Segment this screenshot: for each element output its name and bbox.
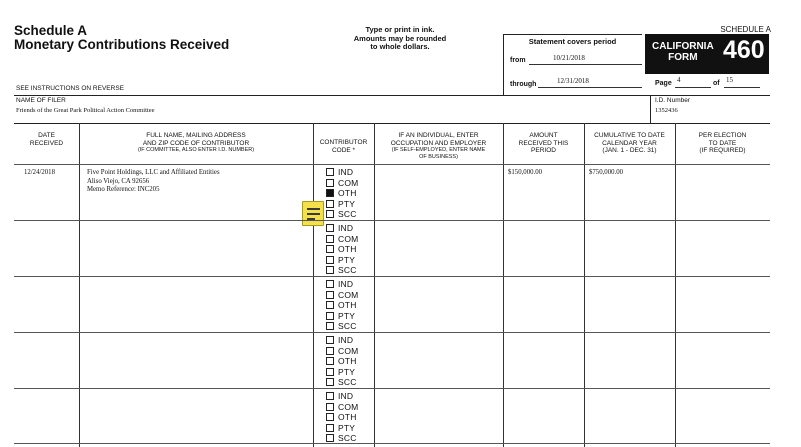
column-divider: [584, 123, 585, 447]
id-number-divider: [650, 95, 651, 123]
schedule-title: Schedule A: [14, 23, 88, 38]
checkbox-oth[interactable]: [326, 301, 334, 309]
header-line: FULL NAME, MAILING ADDRESS: [146, 132, 246, 139]
code-label: PTY: [338, 366, 356, 377]
checkbox-pty[interactable]: [326, 424, 334, 432]
checkbox-scc[interactable]: [326, 210, 334, 218]
column-header-occupation: [374, 132, 503, 160]
of-label: of: [713, 80, 720, 87]
header-bottom-border: [14, 164, 770, 165]
page-total-underline: [724, 87, 760, 88]
checkbox-scc[interactable]: [326, 434, 334, 442]
code-option-oth[interactable]: [326, 300, 371, 311]
row-divider: [14, 443, 770, 444]
code-option-scc[interactable]: [326, 209, 371, 220]
code-label: PTY: [338, 422, 356, 433]
code-label: IND: [338, 167, 354, 178]
code-option-ind[interactable]: [326, 223, 371, 234]
column-header-per-election: [675, 132, 770, 155]
code-label: IND: [338, 335, 354, 346]
filer-name-label: NAME OF FILER: [16, 97, 66, 104]
code-option-com[interactable]: [326, 290, 371, 301]
contributor-line: Five Point Holdings, LLC and Affiliated Entities: [87, 169, 220, 176]
header-line: RECEIVED: [29, 139, 64, 147]
header-line: (IF REQUIRED): [699, 147, 746, 154]
code-label: IND: [338, 391, 354, 402]
checkbox-ind[interactable]: [326, 336, 334, 344]
date-received-field[interactable]: 12/24/2018: [24, 169, 55, 176]
checkbox-ind[interactable]: [326, 224, 334, 232]
row-divider: [14, 220, 770, 221]
instruction-line: Type or print in ink.: [365, 25, 435, 34]
row-divider: [14, 388, 770, 389]
code-label: PTY: [338, 310, 356, 321]
from-label: from: [510, 57, 526, 64]
code-option-scc[interactable]: [326, 265, 371, 276]
code-option-ind[interactable]: [326, 167, 371, 178]
checkbox-pty[interactable]: [326, 312, 334, 320]
code-label: PTY: [338, 254, 356, 265]
header-line: OCCUPATION AND EMPLOYER: [390, 139, 487, 147]
contributor-name-field[interactable]: [87, 169, 220, 195]
checkbox-ind[interactable]: [326, 280, 334, 288]
code-option-pty[interactable]: [326, 367, 371, 378]
through-label: through: [510, 81, 537, 88]
schedule-subtitle: Monetary Contributions Received: [14, 37, 230, 52]
row-divider: [14, 276, 770, 277]
contributor-code-group: [326, 391, 371, 444]
checkbox-com[interactable]: [326, 235, 334, 243]
checkbox-scc[interactable]: [326, 378, 334, 386]
code-label: SCC: [338, 377, 357, 388]
header-line: TO DATE: [708, 139, 737, 147]
code-option-pty[interactable]: [326, 311, 371, 322]
instruction-line: Amounts may be rounded: [353, 33, 447, 43]
ink-instructions: [330, 26, 470, 52]
code-option-com[interactable]: [326, 234, 371, 245]
column-header-cumulative: [584, 132, 675, 155]
cumulative-field[interactable]: $750,000.00: [589, 169, 623, 176]
schedule-corner-label: SCHEDULE A: [720, 25, 771, 34]
code-option-pty[interactable]: [326, 199, 371, 210]
column-header-name: [79, 132, 313, 154]
badge-line: CALIFORNIA: [652, 41, 714, 52]
code-option-scc[interactable]: [326, 433, 371, 444]
see-instructions-note: SEE INSTRUCTIONS ON REVERSE: [16, 85, 124, 92]
amount-field[interactable]: $150,000.00: [508, 169, 542, 176]
checkbox-ind[interactable]: [326, 392, 334, 400]
code-option-scc[interactable]: [326, 321, 371, 332]
code-option-oth[interactable]: [326, 356, 371, 367]
code-label: IND: [338, 223, 354, 234]
page-underline: [675, 87, 711, 88]
code-label: IND: [338, 279, 354, 290]
checkbox-com[interactable]: [326, 291, 334, 299]
checkbox-oth[interactable]: [326, 413, 334, 421]
column-divider: [374, 123, 375, 447]
column-divider: [675, 123, 676, 447]
code-label: COM: [338, 233, 359, 244]
header-line: RECEIVED THIS: [518, 139, 569, 147]
column-divider: [79, 123, 80, 447]
contributor-code-group: [326, 279, 371, 332]
column-divider: [313, 123, 314, 447]
id-number-label: I.D. Number: [655, 97, 691, 104]
code-option-com[interactable]: [326, 178, 371, 189]
code-label: SCC: [338, 321, 357, 332]
header-line: PERIOD: [531, 147, 556, 154]
code-option-ind[interactable]: [326, 279, 371, 290]
contributor-line: Aliso Viejo, CA 92656: [87, 177, 150, 185]
id-number-field[interactable]: 1352436: [655, 107, 678, 114]
code-option-scc[interactable]: [326, 377, 371, 388]
column-divider: [503, 123, 504, 447]
header-note: (IF SELF-EMPLOYED, ENTER NAME: [391, 147, 486, 153]
code-option-oth[interactable]: [326, 188, 371, 199]
header-line: IF AN INDIVIDUAL, ENTER: [398, 132, 479, 139]
page-label: Page: [655, 80, 672, 87]
code-option-pty[interactable]: [326, 423, 371, 434]
code-label: OTH: [338, 188, 357, 199]
code-label: OTH: [338, 300, 357, 311]
code-option-ind[interactable]: [326, 391, 371, 402]
checkbox-pty[interactable]: [326, 200, 334, 208]
header-line: AND ZIP CODE OF CONTRIBUTOR: [142, 139, 250, 147]
code-label: COM: [338, 401, 359, 412]
header-line: CUMULATIVE TO DATE: [594, 132, 665, 139]
checkbox-com[interactable]: [326, 403, 334, 411]
contributor-code-group: [326, 223, 371, 276]
table-top-border: [14, 123, 770, 124]
statement-period-title: Statement covers period: [528, 37, 617, 46]
header-line: AMOUNT: [529, 132, 558, 139]
code-label: SCC: [338, 265, 357, 276]
code-label: PTY: [338, 198, 356, 209]
header-line: (JAN. 1 - DEC. 31): [602, 147, 657, 154]
checkbox-pty[interactable]: [326, 368, 334, 376]
page-total-field[interactable]: 15: [726, 76, 733, 84]
through-date-field[interactable]: 12/31/2018: [557, 77, 589, 85]
code-option-oth[interactable]: [326, 412, 371, 423]
contributor-code-group: [326, 167, 371, 220]
checkbox-scc[interactable]: [326, 266, 334, 274]
code-option-oth[interactable]: [326, 244, 371, 255]
row-divider: [14, 332, 770, 333]
code-option-ind[interactable]: [326, 335, 371, 346]
contributor-code-group: [326, 335, 371, 388]
checkbox-ind[interactable]: [326, 168, 334, 176]
checkbox-scc[interactable]: [326, 322, 334, 330]
form-number: 460: [723, 36, 765, 64]
code-option-pty[interactable]: [326, 255, 371, 266]
header-line: CONTRIBUTOR: [319, 139, 368, 146]
note-line: [307, 208, 320, 210]
code-label: OTH: [338, 356, 357, 367]
column-header-code: [313, 139, 374, 154]
header-line: PER ELECTION: [698, 132, 747, 139]
checkbox-oth[interactable]: [326, 357, 334, 365]
badge-line: FORM: [668, 52, 698, 63]
code-label: OTH: [338, 244, 357, 255]
header-line: CALENDAR YEAR: [602, 139, 657, 147]
checkbox-com[interactable]: [326, 347, 334, 355]
california-form-label: [652, 41, 714, 63]
filer-name-field[interactable]: Friends of the Great Park Political Action Committee: [16, 107, 155, 114]
contributor-line: Memo Reference: INC205: [87, 186, 160, 193]
checkbox-pty[interactable]: [326, 256, 334, 264]
from-date-field[interactable]: 10/21/2018: [553, 54, 585, 62]
column-header-amount: [503, 132, 584, 155]
instruction-line: to whole dollars.: [370, 42, 430, 51]
page-number-field[interactable]: 4: [677, 76, 681, 84]
from-underline: [529, 64, 642, 65]
checkbox-com[interactable]: [326, 179, 334, 187]
code-label: OTH: [338, 412, 357, 423]
note-line: [307, 213, 320, 215]
through-underline: [538, 87, 642, 88]
code-option-com[interactable]: [326, 402, 371, 413]
header-line: CODE *: [331, 146, 356, 154]
header-line: DATE: [38, 132, 55, 139]
code-option-com[interactable]: [326, 346, 371, 357]
header-note: (IF COMMITTEE, ALSO ENTER I.D. NUMBER): [137, 147, 255, 153]
code-label: COM: [338, 177, 359, 188]
filer-divider: [14, 95, 770, 96]
code-label: SCC: [338, 433, 357, 444]
checkbox-oth[interactable]: [326, 189, 334, 197]
column-header-date: [14, 132, 79, 147]
code-label: SCC: [338, 209, 357, 220]
checkbox-oth[interactable]: [326, 245, 334, 253]
comment-note-icon[interactable]: [302, 201, 324, 226]
code-label: COM: [338, 345, 359, 356]
header-note: OF BUSINESS): [419, 153, 458, 160]
code-label: COM: [338, 289, 359, 300]
